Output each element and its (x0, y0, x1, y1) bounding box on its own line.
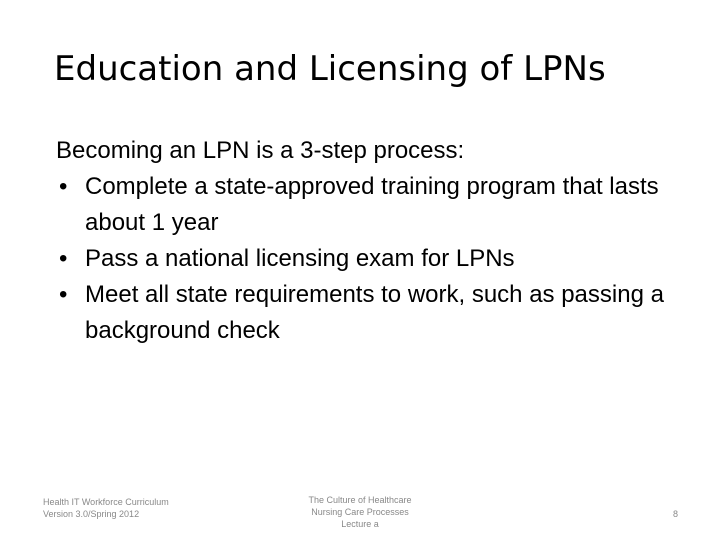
footer-course-name: The Culture of Healthcare (308, 495, 412, 505)
footer-curriculum-name: Health IT Workforce Curriculum (43, 497, 169, 507)
footer-version: Version 3.0/Spring 2012 (43, 509, 140, 519)
bullet-item (56, 241, 666, 277)
bullet-icon: • (59, 281, 68, 308)
footer-course (270, 494, 450, 530)
footer-lecture: Lecture a (341, 519, 379, 529)
bullet-text: Pass a national licensing exam for LPNs (85, 245, 515, 272)
bullet-icon: • (59, 245, 68, 272)
bullet-list (56, 169, 666, 349)
slide-title: Education and Licensing of LPNs (54, 49, 606, 89)
bullet-text: Complete a state-approved training program that lasts about 1 year (85, 173, 659, 236)
footer-curriculum (43, 496, 243, 520)
page-number: 8 (672, 509, 678, 519)
bullet-item (56, 169, 666, 241)
slide-body (56, 133, 666, 349)
footer-unit-name: Nursing Care Processes (311, 507, 409, 517)
bullet-text: Meet all state requirements to work, such as passing a background check (85, 281, 664, 344)
intro-text: Becoming an LPN is a 3-step process: (56, 137, 465, 164)
bullet-icon: • (59, 173, 68, 200)
bullet-item (56, 277, 666, 349)
